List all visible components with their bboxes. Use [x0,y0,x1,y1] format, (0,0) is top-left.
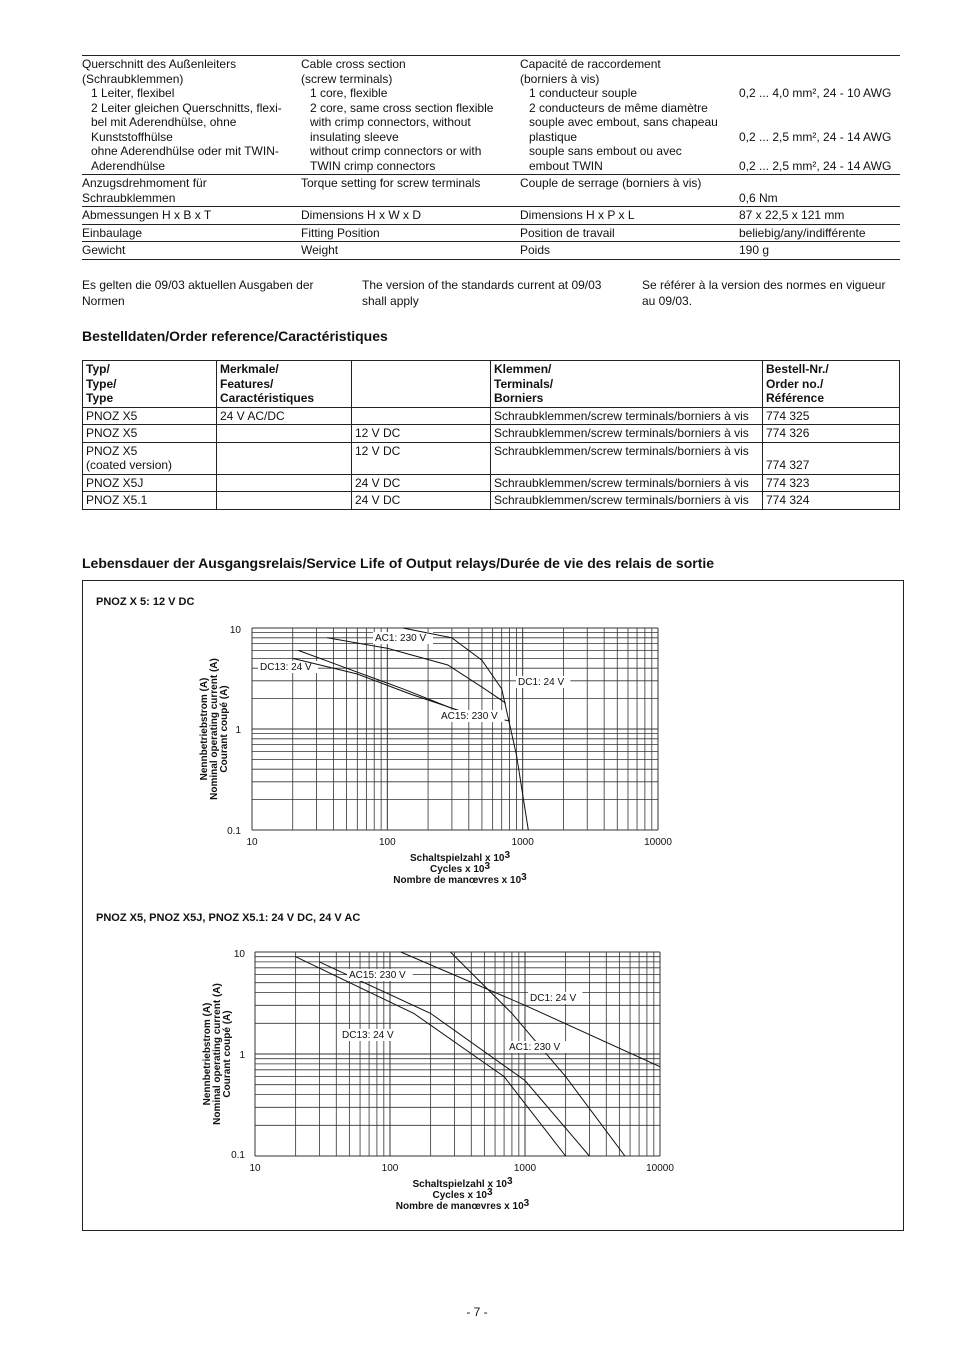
spec-cell-value: 87 x 22,5 x 121 mm [739,208,845,222]
spec-text: Torque setting for screw terminals [301,176,481,190]
spec-value: 0,2 ... 4,0 mm², 24 - 10 AWG [739,86,892,100]
spec-cell-fr: Position de travail [520,225,615,240]
cell-order-no: 774 325 [763,407,900,425]
chart-2-y-tick-label: 1 [239,1050,245,1061]
chart-2-y-tick-label: 10 [233,949,245,960]
header-text: Klemmen/ [494,362,552,376]
chart-2-x-tick-label: 100 [381,1163,399,1174]
header-text: Features/ [220,376,274,391]
spec-text: (borniers à vis) [520,71,600,86]
cell-feature-2: 12 V DC [352,442,491,474]
spec-text: Capacité de raccordement [520,57,661,71]
header-text: Référence [766,391,825,405]
spec-text: 1 conducteur souple [529,86,638,100]
cell-order-no: 774 324 [763,492,900,510]
spec-text: 2 conducteurs de même diamètre [529,100,708,115]
header-text: Type [86,391,114,405]
chart-2-y-axis-label: Courant coupé (A) [222,1010,233,1098]
header-text: Caractéristiques [220,391,315,405]
cell-text: PNOZ X5 [86,443,138,458]
spec-text: Kunststoffhülse [91,129,173,144]
spec-text: TWIN crimp connectors [310,158,436,173]
spec-text: without crimp connectors or with [310,144,482,158]
chart-1-title: PNOZ X 5: 12 V DC [96,596,195,608]
cell-feature-2: 12 V DC [352,425,491,443]
header-text: Merkmale/ [220,362,279,376]
spec-text: ohne Aderendhülse oder mit TWIN- [91,144,279,158]
header-text: Order no./ [766,376,824,391]
spec-text: embout TWIN [529,158,603,173]
standards-note-de: Es gelten die 09/03 aktuellen Ausgaben der Normen [82,278,314,308]
cell-terminals: Schraubklemmen/screw terminals/borniers à vis [491,425,763,443]
chart-1-series-label: DC1: 24 V [518,677,565,688]
spec-text: Anzugsdrehmoment für [82,176,207,190]
chart-1-x-tick-label: 1000 [511,837,534,848]
spec-cell-de: Gewicht [82,243,126,257]
cell-order-no: 774 327 [763,442,900,474]
cell-text: (coated version) [86,458,173,472]
header-text: Borniers [494,391,544,405]
spec-cell-en: Fitting Position [301,225,380,240]
chart-1-x-axis-label: Nombre de manœvres x 103 [393,872,527,886]
cell-feature: 24 V AC/DC [217,407,352,425]
chart-2-series-label: DC1: 24 V [530,993,577,1004]
chart-1-y-tick-label: 10 [229,625,241,636]
spec-text: with crimp connectors, without [310,115,471,129]
spec-cell-value: beliebig/any/indifférente [739,225,866,240]
cell-feature-2: 24 V DC [352,474,491,492]
chart-1-x-tick-label: 100 [378,837,396,848]
service-life-heading: Lebensdauer der Ausgangsrelais/Service Life of Output relays/Durée de vie des relais de sortie [82,555,715,571]
cell-type: PNOZ X5 [83,407,217,425]
spec-text: Querschnitt des Außenleiters [82,57,237,71]
chart-2-x-axis-label: Cycles x 103 [432,1187,493,1201]
chart-2-x-axis-label: Nombre de manœvres x 103 [395,1198,530,1212]
cell-order-no: 774 326 [763,425,900,443]
chart-2-title: PNOZ X5, PNOZ X5J, PNOZ X5.1: 24 V DC, 24 V AC [96,912,361,924]
spec-text: souple avec embout, sans chapeau [529,115,718,129]
spec-value: 0,6 Nm [739,190,778,205]
chart-2-x-tick-label: 10 [249,1163,261,1174]
cell-order-no: 774 323 [763,474,900,492]
cell-type: PNOZ X5 [83,425,217,443]
standards-note-fr: Se référer à la version des normes en vigueur au 09/03. [642,278,886,308]
chart-1-x-axis-label: Cycles x 103 [429,861,491,875]
order-heading: Bestelldaten/Order reference/Caractéristiques [82,328,388,344]
spec-text: plastique [529,129,578,144]
chart-1-series-label: DC13: 24 V [260,662,312,673]
cell-terminals: Schraubklemmen/screw terminals/borniers à vis [491,474,763,492]
cell-type: PNOZ X5.1 [83,492,217,510]
spec-cell-de: Abmessungen H x B x T [82,208,212,222]
spec-text: 2 core, same cross section flexible [310,100,494,115]
header-text: Typ/ [86,362,110,376]
chart-1-y-axis-label: Nominal operating current (A) [209,658,220,800]
chart-2-y-axis-label: Nominal operating current (A) [212,983,223,1125]
spec-text: (screw terminals) [301,71,393,86]
spec-cell-fr: Poids [520,243,551,257]
spec-text: souple sans embout ou avec [529,144,682,158]
chart-1-x-tick-label: 10000 [644,837,672,848]
cell-type: PNOZ X5J [83,474,217,492]
chart-2-series-label: AC15: 230 V [349,970,406,981]
cell-terminals: Schraubklemmen/screw terminals/borniers à vis [491,407,763,425]
chart-2-x-tick-label: 1000 [513,1163,537,1174]
spec-cell-de: Einbaulage [82,225,143,240]
chart-2-x-axis-label: Schaltspielzahl x 103 [412,1176,513,1190]
spec-text: 1 Leiter, flexibel [91,86,175,100]
spec-text: insulating sleeve [310,129,399,144]
header-text: Bestell-Nr./ [766,362,829,376]
spec-text: 1 core, flexible [310,86,388,100]
chart-2-y-axis-label: Nennbetriebstrom (A) [202,1002,213,1106]
chart-2-x-tick-label: 10000 [646,1163,674,1174]
spec-cell-value: 190 g [739,243,770,257]
header-text: Terminals/ [494,376,554,391]
chart-1-y-tick-label: 0.1 [227,826,241,837]
chart-1-series-label: AC15: 230 V [441,711,498,722]
spec-text: bel mit Aderendhülse, ohne [91,115,237,129]
chart-1-y-tick-label: 1 [235,725,241,736]
chart-2-y-tick-label: 0.1 [231,1150,245,1161]
spec-cell-en: Dimensions H x W x D [301,208,422,222]
cell-terminals: Schraubklemmen/screw terminals/borniers à vis [491,442,763,474]
spec-text: Schraubklemmen [82,190,176,205]
cell-feature-2: 24 V DC [352,492,491,510]
standards-note-en: The version of the standards current at 09/03 shall apply [362,278,602,308]
spec-text: Couple de serrage (borniers à vis) [520,176,702,190]
chart-1-y-axis-label: Courant coupé (A) [219,685,230,773]
header-text: Type/ [86,376,117,391]
chart-1-x-tick-label: 10 [246,837,258,848]
chart-2-series-label: AC1: 230 V [509,1042,561,1053]
spec-text: (Schraubklemmen) [82,71,184,86]
page-number: - 7 - [466,1305,488,1319]
chart-1-series-label: AC1: 230 V [375,633,427,644]
spec-value: 0,2 ... 2,5 mm², 24 - 14 AWG [739,129,892,144]
chart-2-series-label: DC13: 24 V [342,1030,394,1041]
spec-text: Aderendhülse [91,158,166,173]
spec-text: Cable cross section [301,57,406,71]
cell-terminals: Schraubklemmen/screw terminals/borniers à vis [491,492,763,510]
spec-value: 0,2 ... 2,5 mm², 24 - 14 AWG [739,158,892,173]
spec-text: 2 Leiter gleichen Querschnitts, flexi- [91,100,282,115]
spec-cell-fr: Dimensions H x P x L [520,208,635,222]
spec-cell-en: Weight [301,243,339,257]
chart-1-y-axis-label: Nennbetriebstrom (A) [199,677,210,781]
chart-1-x-axis-label: Schaltspielzahl x 103 [409,850,511,864]
